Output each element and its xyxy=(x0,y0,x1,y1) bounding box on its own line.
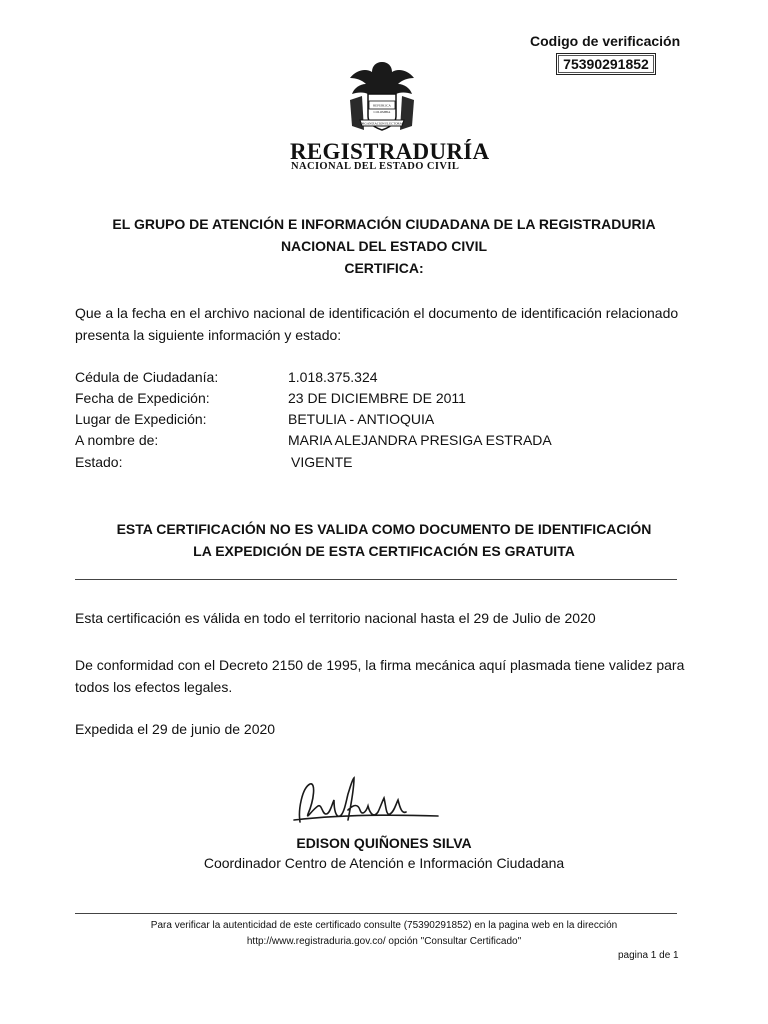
validity-statement: Esta certificación es válida en todo el territorio nacional hasta el 29 de Julio de 2020 xyxy=(75,610,596,626)
field-label-estado: Estado: xyxy=(75,454,123,470)
page-number: pagina 1 de 1 xyxy=(618,950,679,961)
field-label-fecha: Fecha de Expedición: xyxy=(75,390,210,406)
field-value-estado: VIGENTE xyxy=(291,454,353,470)
brand-name: REGISTRADURÍA xyxy=(290,139,490,164)
field-label-lugar: Lugar de Expedición: xyxy=(75,411,207,427)
verification-code-box: 75390291852 xyxy=(556,53,656,75)
field-value-cedula: 1.018.375.324 xyxy=(288,369,378,385)
heading-certifica: CERTIFICA: xyxy=(344,260,424,276)
svg-text:REPUBLICA: REPUBLICA xyxy=(373,103,391,108)
intro-line-2: presenta la siguiente información y estado: xyxy=(75,327,342,343)
footer-divider xyxy=(75,913,677,914)
signer-title: Coordinador Centro de Atención e Información Ciudadana xyxy=(203,855,565,871)
divider-rule xyxy=(75,579,677,580)
field-label-nombre: A nombre de: xyxy=(75,432,159,448)
footer-url: http://www.registraduria.gov.co/ opción "Consultar Certificado" xyxy=(246,936,522,947)
field-label-cedula: Cédula de Ciudadanía: xyxy=(75,369,219,385)
issued-date: Expedida el 29 de junio de 2020 xyxy=(75,721,276,737)
handwritten-signature-icon xyxy=(288,770,448,840)
verification-code-label: Codigo de verificación xyxy=(530,33,681,49)
coat-of-arms-emblem-icon xyxy=(342,56,422,136)
signer-name: EDISON QUIÑONES SILVA xyxy=(296,835,472,851)
intro-line-1: Que a la fecha en el archivo nacional de identificación el documento de identificación relacionado xyxy=(75,305,679,321)
field-value-fecha: 23 DE DICIEMBRE DE 2011 xyxy=(288,390,466,406)
heading-line-2: NACIONAL DEL ESTADO CIVIL xyxy=(280,238,488,254)
heading-line-1: EL GRUPO DE ATENCIÓN E INFORMACIÓN CIUDADANA DE LA REGISTRADURIA xyxy=(112,216,656,232)
notice-free-of-charge: LA EXPEDICIÓN DE ESTA CERTIFICACIÓN ES GRATUITA xyxy=(193,543,575,559)
decree-line-1: De conformidad con el Decreto 2150 de 1995, la firma mecánica aquí plasmada tiene validez para xyxy=(75,657,685,673)
svg-text:COLOMBIA: COLOMBIA xyxy=(373,110,391,114)
svg-text:ORGANIZACION ELECTORAL: ORGANIZACION ELECTORAL xyxy=(360,121,404,126)
decree-line-2: todos los efectos legales. xyxy=(75,679,233,695)
footer-verify-note: Para verificar la autenticidad de este certificado consulte (75390291852) en la pagina web en la dirección xyxy=(150,920,618,931)
field-value-lugar: BETULIA - ANTIOQUIA xyxy=(288,411,435,427)
field-value-nombre: MARIA ALEJANDRA PRESIGA ESTRADA xyxy=(288,432,552,448)
brand-subtitle: NACIONAL DEL ESTADO CIVIL xyxy=(291,161,460,172)
notice-not-valid-id: ESTA CERTIFICACIÓN NO ES VALIDA COMO DOCUMENTO DE IDENTIFICACIÓN xyxy=(116,521,652,537)
